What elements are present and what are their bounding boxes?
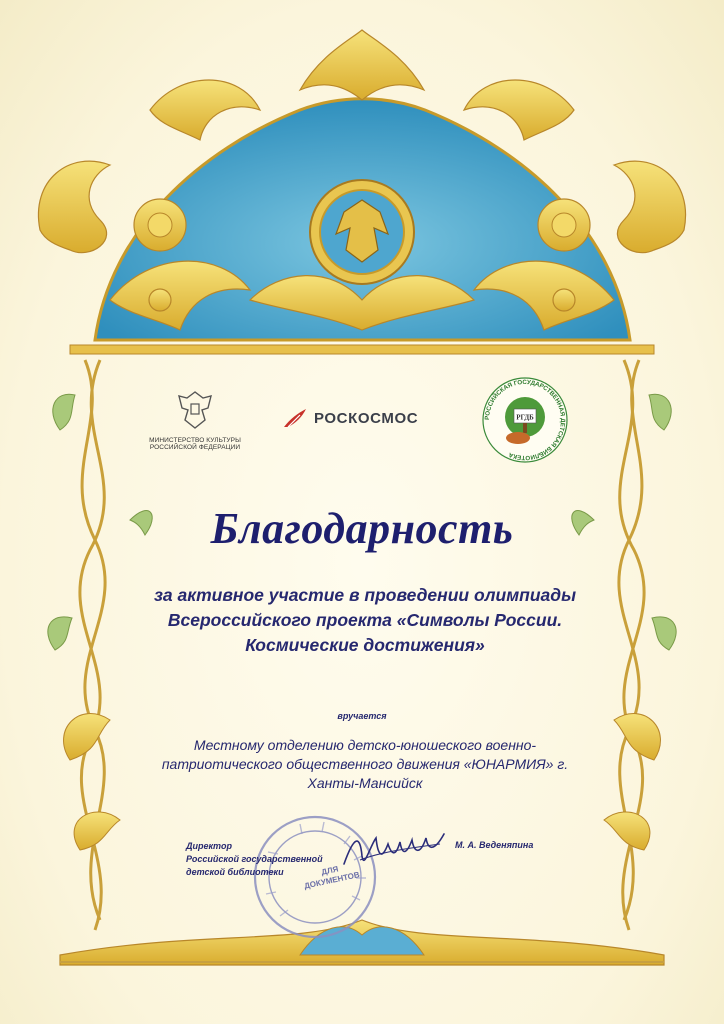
library-monogram: РГДБ <box>516 413 534 422</box>
childrens-library-logo <box>480 375 570 465</box>
signer-role-line2: Российской государственной <box>186 854 323 864</box>
ministry-of-culture-logo <box>140 388 250 451</box>
signer-role-line3: детской библиотеки <box>186 867 284 877</box>
roscosmos-logo <box>282 407 442 429</box>
roscosmos-rocket-icon <box>282 407 308 429</box>
reason-text: за активное участие в проведении олимпиады Всероссийского проекта «Символы России. Космические достижения» <box>153 585 577 655</box>
handwritten-signature <box>340 826 450 876</box>
signer-name: М. А. Веденяпина <box>455 840 534 850</box>
library-ring-text: РОССИЙСКАЯ ГОСУДАРСТВЕННАЯ ДЕТСКАЯ БИБЛИОТЕКА <box>483 378 567 462</box>
awarded-label: вручается <box>337 711 387 721</box>
certificate-title: Благодарность <box>210 504 514 553</box>
roscosmos-label: РОСКОСМОС <box>314 409 419 427</box>
signer-role <box>186 840 323 879</box>
library-emblem-icon <box>480 375 570 465</box>
signer-role-line1: Директор <box>186 841 232 851</box>
stamp-text: ДЛЯ ДОКУМЕНТОВ <box>303 864 361 891</box>
double-headed-eagle-icon <box>175 388 215 432</box>
recipient-text: Местному отделению детско-юношеского военно-патриотического общественного движения «ЮНАРМИЯ» г. Ханты-Мансийск <box>161 737 569 791</box>
ministry-label: МИНИСТЕРСТВО КУЛЬТУРЫ РОССИЙСКОЙ ФЕДЕРАЦИИ <box>149 437 241 451</box>
